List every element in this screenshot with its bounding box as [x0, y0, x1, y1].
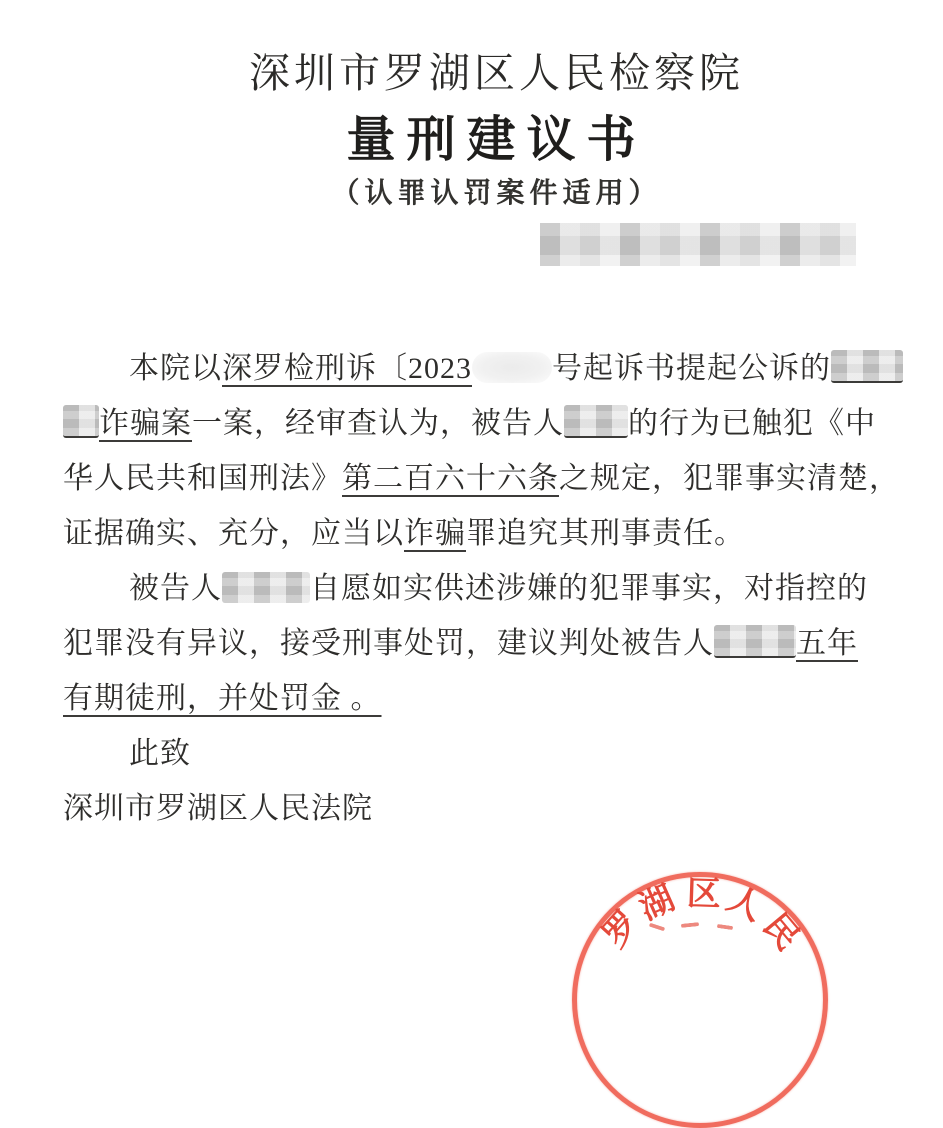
body-text-segment: 之规定，犯罪事实清楚，	[559, 462, 900, 495]
seal-arc-character: 罗	[596, 904, 647, 955]
body-text-segment: 一案，经审查认为，被告人	[192, 407, 564, 440]
document-body	[63, 341, 900, 836]
body-text-segment: 深罗检刑诉〔2023	[222, 352, 472, 385]
body-text-segment: 第二百六十六条	[342, 462, 559, 495]
body-text-segment: 证据确实、充分，应当以	[63, 517, 404, 550]
body-line	[63, 671, 883, 726]
body-text-segment: 自愿如实供述涉嫌的犯罪事实，对指控的	[310, 572, 868, 605]
body-text-segment: 此致	[129, 737, 191, 770]
body-text-segment: 被告人	[129, 572, 222, 605]
document-title: 量刑建议书	[346, 113, 647, 167]
document-number-redaction	[540, 223, 856, 266]
body-line	[63, 451, 900, 506]
body-line	[63, 396, 883, 451]
redaction-block	[222, 572, 310, 603]
body-line	[63, 506, 883, 561]
body-line	[63, 781, 883, 836]
body-text-segment: 诈骗案	[99, 407, 192, 440]
redaction-block	[564, 405, 628, 438]
body-text-segment: 华人民共和国刑法》	[63, 462, 342, 495]
body-line	[63, 341, 883, 396]
seal-inner-fragment	[681, 922, 699, 928]
seal-inner-fragment	[717, 924, 733, 930]
body-text-segment: 诈骗	[404, 517, 466, 550]
redaction-block	[472, 352, 552, 383]
redaction-block	[831, 350, 903, 383]
redaction-block	[714, 625, 796, 658]
document-subtitle: （认罪认罚案件适用）	[331, 178, 662, 209]
redaction-block	[63, 405, 99, 438]
official-seal	[572, 872, 828, 1128]
body-text-segment: 犯罪没有异议，接受刑事处罚，建议判处被告人	[63, 627, 714, 660]
body-text-segment: 罪追究其刑事责任。	[466, 517, 745, 550]
seal-arc-character: 区	[686, 875, 722, 914]
seal-arc-character: 湖	[634, 879, 681, 928]
organization-title: 深圳市罗湖区人民检察院	[249, 50, 744, 96]
body-text-segment: 本院以	[129, 352, 222, 385]
body-text-segment: 有期徒刑，并处罚金 。	[63, 682, 382, 715]
seal-arc-character: 民	[755, 907, 806, 958]
body-text-segment: 的行为已触犯《中	[628, 407, 876, 440]
body-text-segment: 深圳市罗湖区人民法院	[63, 792, 373, 825]
body-line	[63, 726, 883, 781]
body-text-segment: 号起诉书提起公诉的	[552, 352, 831, 385]
body-line	[63, 616, 883, 671]
body-line	[63, 561, 883, 616]
body-text-segment: 五年	[796, 627, 858, 660]
seal-arc-character: 人	[721, 880, 768, 929]
